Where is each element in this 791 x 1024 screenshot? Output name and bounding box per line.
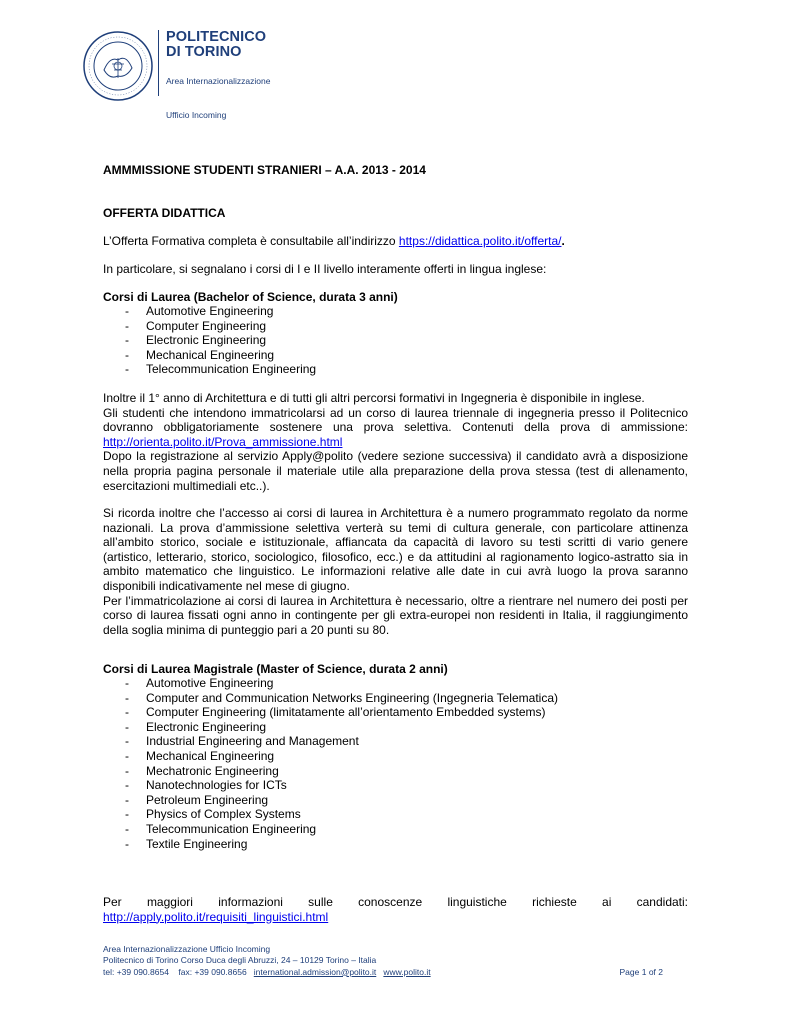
course-item: - Nanotechnologies for ICTs — [103, 778, 688, 793]
architecture-access-paragraph — [103, 506, 688, 637]
course-item: - Telecommunication Engineering — [103, 362, 688, 377]
footer-website-link[interactable]: www.polito.it — [383, 966, 431, 977]
master-course-list — [103, 676, 688, 851]
apply-registration-text: Dopo la registrazione al servizio Apply@polito (vedere sezione successiva) il candidato avrà a disposizione nella propria pagina personale il materiale utile alla preparazione della prova stessa (test di allenamento, esercitazioni multimediali etc..). — [103, 449, 688, 493]
first-year-line: Inoltre il 1° anno di Architettura e di tutti gli altri percorsi formativi in Ingegneria è disponibile in inglese. — [103, 391, 645, 405]
office-name: Ufficio Incoming — [166, 110, 227, 120]
course-item: - Automotive Engineering — [103, 304, 688, 319]
master-heading: Corsi di Laurea Magistrale (Master of Science, durata 2 anni) — [103, 662, 448, 676]
department-name: Area Internazionalizzazione — [166, 76, 271, 86]
more-info-paragraph — [103, 895, 688, 924]
admission-test-link[interactable]: http://orienta.polito.it/Prova_ammissione.html — [103, 434, 343, 449]
architecture-engineering-paragraph — [103, 391, 688, 493]
particular-paragraph: In particolare, si segnalano i corsi di I e II livello interamente offerti in lingua inglese: — [103, 262, 547, 276]
admission-test-text: Gli studenti che intendono immatricolarsi ad un corso di laurea triennale di ingegneria presso il Politecnico dovranno obbligatoriamente sostenere una prova selettiva. Contenuti della prova di ammissione: http://orienta.polito.it/Prova_ammissione.html — [103, 405, 688, 449]
bachelor-course-list — [103, 304, 688, 377]
footer-contacts — [103, 967, 663, 978]
section-title: OFFERTA DIDATTICA — [103, 206, 226, 220]
header-divider — [158, 30, 159, 96]
course-item: - Computer Engineering (limitatamente all’orientamento Embedded systems) — [103, 705, 688, 720]
course-item: - Electronic Engineering — [103, 333, 688, 348]
footer-tel-fax: tel: +39 090.8654 fax: +39 090.8656 — [103, 966, 254, 977]
course-item: - Mechanical Engineering — [103, 749, 688, 764]
architecture-enrolment-text: Per l’immatricolazione ai corsi di laurea in Architettura è necessario, oltre a rientrare nel numero dei posti per corso di laurea fissati ogni anno in contingente per gli extra-europei non residenti in Italia, il raggiungimento della soglia minima di punteggio pari a 20 punti su 80. — [103, 593, 688, 637]
page-footer — [103, 944, 663, 978]
course-item: - Computer Engineering — [103, 319, 688, 334]
course-item: - Automotive Engineering — [103, 676, 688, 691]
intro-paragraph — [103, 234, 688, 249]
course-item: - Telecommunication Engineering — [103, 822, 688, 837]
footer-address: Politecnico di Torino Corso Duca degli Abruzzi, 24 – 10129 Torino – Italia — [103, 955, 377, 966]
language-requirements-link[interactable]: http://apply.polito.it/requisiti_linguistici.html — [103, 909, 329, 924]
bachelor-heading: Corsi di Laurea (Bachelor of Science, durata 3 anni) — [103, 290, 398, 304]
offerta-link[interactable]: https://didattica.polito.it/offerta/ — [398, 234, 562, 248]
intro-end: . — [561, 234, 565, 248]
footer-office: Area Internazionalizzazione Ufficio Incoming — [103, 944, 271, 954]
footer-email-link[interactable]: international.admission@polito.it — [253, 966, 377, 977]
intro-text: L’Offerta Formativa completa è consultabile all’indirizzo — [103, 234, 399, 248]
more-info-text: Per maggiori informazioni sulle conoscenze linguistiche richieste ai candidati: — [103, 895, 688, 909]
course-item: - Petroleum Engineering — [103, 793, 688, 808]
course-item: - Textile Engineering — [103, 837, 688, 852]
institution-name: POLITECNICO DI TORINO — [166, 29, 267, 60]
course-item: - Physics of Complex Systems — [103, 807, 688, 822]
course-item: - Electronic Engineering — [103, 720, 688, 735]
course-item: - Computer and Communication Networks Engineering (Ingegneria Telematica) — [103, 691, 688, 706]
architecture-access-text: Si ricorda inoltre che l’accesso ai corsi di laurea in Architettura è a numero programmato regolato da norme nazionali. La prova d’ammissione selettiva verterà su temi di cultura generale, con particolare attinenza all’ambito storico, sociale e istituzionale, affiancata da capacità di lavoro su testi scritti di vario genere (artistico, letterario, storico, sociologico, filosofico, ecc.) e da attitudini al ragionamento logico-astratto sia in ambito matematico che linguistico. Le informazioni relative alle date in cui avrà luogo la prova saranno disponibili indicativamente nel mese di giugno. — [103, 506, 688, 593]
course-item: - Industrial Engineering and Management — [103, 734, 688, 749]
page-number: Page 1 of 2 — [619, 966, 663, 977]
main-title: AMMMISSIONE STUDENTI STRANIERI – A.A. 2013 - 2014 — [103, 163, 426, 177]
course-item: - Mechanical Engineering — [103, 348, 688, 363]
course-item: - Mechatronic Engineering — [103, 764, 688, 779]
university-seal-logo — [82, 30, 154, 102]
